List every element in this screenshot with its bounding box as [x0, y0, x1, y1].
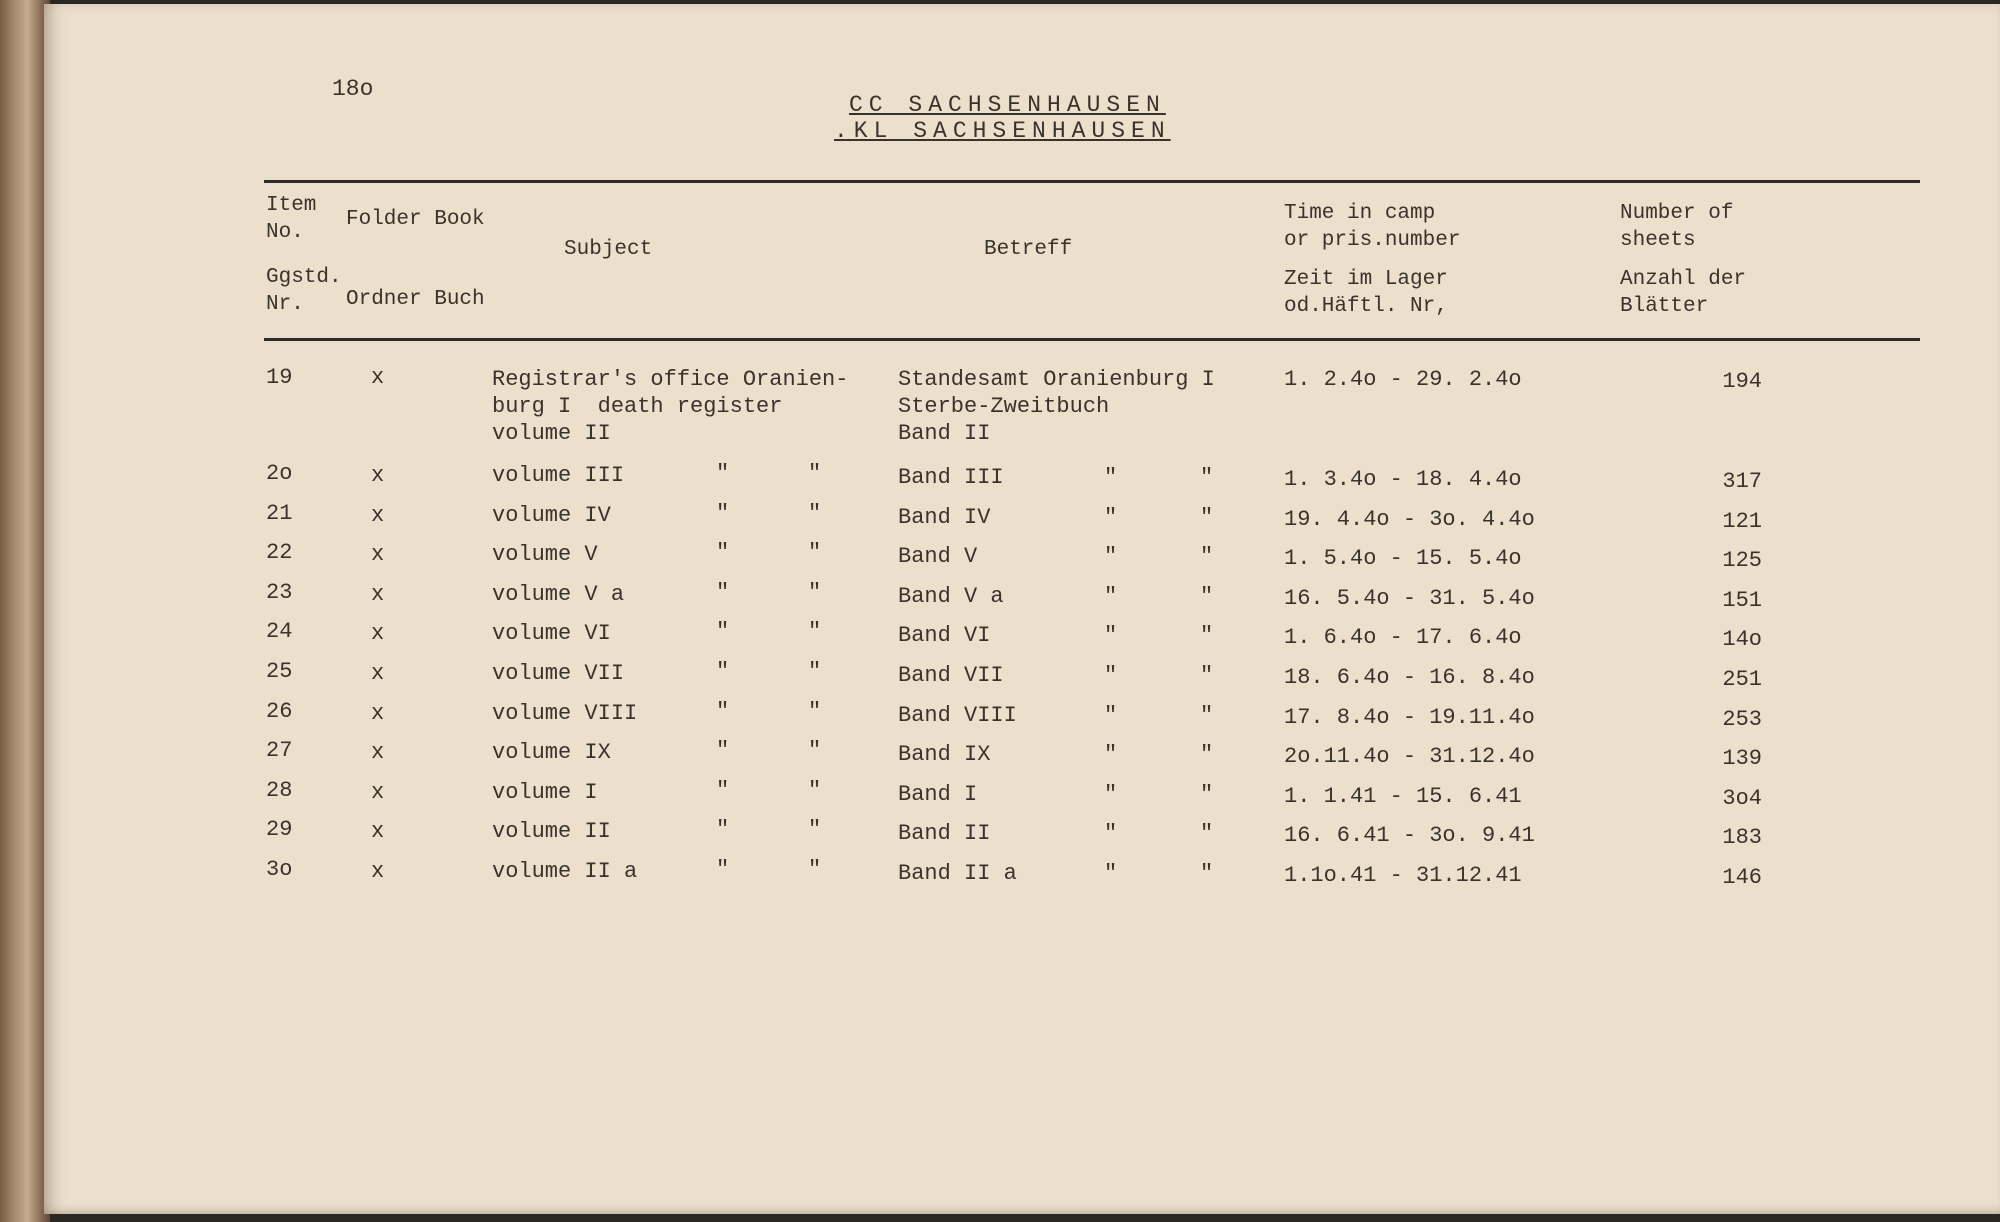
row-item-no: 27: [266, 738, 293, 763]
row-sheets: 121: [1722, 509, 1762, 534]
book-spine: [0, 0, 50, 1222]
row-folder-mark: x: [371, 819, 385, 844]
row-folder-mark: x: [371, 780, 385, 805]
ditto-mark: ": [1104, 703, 1118, 728]
row-betreff: Band VII: [898, 663, 1004, 688]
header-zeit-im-lager: Zeit im Lager od.Häftl. Nr,: [1284, 268, 1448, 318]
ditto-mark: ": [1104, 782, 1118, 807]
row-subject: volume VII: [492, 661, 625, 686]
row-item-no: 3o: [266, 857, 293, 882]
row-time: 17. 8.4o - 19.11.4o: [1284, 705, 1535, 730]
row-folder-mark: x: [371, 503, 385, 528]
header-anzahl-der-blaetter: Anzahl der Blätter: [1620, 268, 1747, 318]
ditto-mark: ": [1104, 465, 1118, 490]
row-betreff: Band II a: [898, 861, 1017, 886]
ditto-mark: ": [716, 580, 730, 605]
ditto-mark: ": [716, 817, 730, 842]
ditto-mark: ": [1104, 742, 1118, 767]
row-sheets: 151: [1722, 588, 1762, 613]
ditto-mark: ": [1200, 742, 1214, 767]
ditto-mark: ": [808, 778, 822, 803]
row-folder-mark: x: [371, 463, 385, 488]
title-german: .KL SACHSENHAUSEN: [834, 118, 1171, 144]
ditto-mark: ": [1200, 861, 1214, 886]
row-time: 1. 2.4o - 29. 2.4o: [1284, 367, 1522, 392]
ditto-mark: ": [1104, 623, 1118, 648]
header-subject: Subject: [564, 238, 653, 261]
row-sheets: 139: [1722, 746, 1762, 771]
row-item-no: 23: [266, 580, 293, 605]
row-sheets: 14o: [1722, 627, 1762, 652]
row-folder-mark: x: [371, 582, 385, 607]
row-sheets: 194: [1722, 369, 1762, 394]
ditto-mark: ": [1200, 505, 1214, 530]
row-betreff: Band IV: [898, 505, 991, 530]
row-sheets: 183: [1722, 825, 1762, 850]
row-time: 1. 6.4o - 17. 6.4o: [1284, 625, 1522, 650]
ditto-mark: ": [1104, 544, 1118, 569]
row-time: 1.1o.41 - 31.12.41: [1284, 863, 1522, 888]
row-time: 16. 5.4o - 31. 5.4o: [1284, 586, 1535, 611]
ditto-mark: ": [1200, 465, 1214, 490]
row-betreff: Band VIII: [898, 703, 1017, 728]
header-time-in-camp: Time in camp or pris.number: [1284, 202, 1461, 252]
ditto-mark: ": [716, 619, 730, 644]
row-betreff: Band IX: [898, 742, 991, 767]
ditto-mark: ": [808, 619, 822, 644]
ditto-mark: ": [716, 540, 730, 565]
ditto-mark: ": [1200, 703, 1214, 728]
ditto-mark: ": [808, 501, 822, 526]
header-item-no: Item No.: [266, 194, 317, 244]
row-subject: volume V: [492, 542, 598, 567]
row-subject: volume II a: [492, 859, 638, 884]
ditto-mark: ": [808, 659, 822, 684]
header-betreff: Betreff: [984, 238, 1073, 261]
row-sheets: 3o4: [1722, 786, 1762, 811]
document-page: [44, 4, 2000, 1214]
row-folder-mark: x: [371, 740, 385, 765]
row-folder-mark: x: [371, 859, 385, 884]
title-english: CC SACHSENHAUSEN: [849, 92, 1166, 118]
row-subject: volume IV: [492, 503, 611, 528]
page-number: 18o: [332, 76, 374, 102]
ditto-mark: ": [1104, 821, 1118, 846]
ditto-mark: ": [1200, 821, 1214, 846]
ditto-mark: ": [1104, 584, 1118, 609]
row-subject: volume VI: [492, 621, 611, 646]
row-item-no: 28: [266, 778, 293, 803]
ditto-mark: ": [1200, 663, 1214, 688]
row-betreff: Band II: [898, 821, 991, 846]
ditto-mark: ": [1104, 505, 1118, 530]
row-folder-mark: x: [371, 701, 385, 726]
row-time: 19. 4.4o - 3o. 4.4o: [1284, 507, 1535, 532]
row-sheets: 251: [1722, 667, 1762, 692]
row-folder-mark: x: [371, 365, 385, 390]
top-rule: [264, 180, 1920, 183]
row-item-no: 21: [266, 501, 293, 526]
row-subject: Registrar's office Oranien- burg I death register volume II: [492, 367, 849, 446]
header-bottom-rule: [264, 338, 1920, 341]
row-betreff: Band I: [898, 782, 978, 807]
ditto-mark: ": [716, 699, 730, 724]
ditto-mark: ": [1200, 544, 1214, 569]
row-time: 1. 3.4o - 18. 4.4o: [1284, 467, 1522, 492]
row-sheets: 253: [1722, 707, 1762, 732]
ditto-mark: ": [1104, 663, 1118, 688]
row-subject: volume V a: [492, 582, 625, 607]
ditto-mark: ": [716, 857, 730, 882]
ditto-mark: ": [808, 738, 822, 763]
row-betreff: Band III: [898, 465, 1004, 490]
ditto-mark: ": [808, 540, 822, 565]
ditto-mark: ": [1200, 782, 1214, 807]
row-folder-mark: x: [371, 661, 385, 686]
ditto-mark: ": [716, 738, 730, 763]
row-sheets: 317: [1722, 469, 1762, 494]
row-betreff: Band V a: [898, 584, 1004, 609]
row-item-no: 24: [266, 619, 293, 644]
row-time: 1. 5.4o - 15. 5.4o: [1284, 546, 1522, 571]
ditto-mark: ": [1104, 861, 1118, 886]
header-ggstd-nr: Ggstd. Nr.: [266, 266, 342, 316]
row-time: 18. 6.4o - 16. 8.4o: [1284, 665, 1535, 690]
ditto-mark: ": [808, 817, 822, 842]
ditto-mark: ": [808, 580, 822, 605]
row-folder-mark: x: [371, 542, 385, 567]
header-folder-book: Folder Book: [346, 208, 485, 231]
row-sheets: 125: [1722, 548, 1762, 573]
row-betreff: Band V: [898, 544, 978, 569]
row-subject: volume VIII: [492, 701, 638, 726]
ditto-mark: ": [716, 461, 730, 486]
ditto-mark: ": [716, 501, 730, 526]
row-time: 2o.11.4o - 31.12.4o: [1284, 744, 1535, 769]
ditto-mark: ": [716, 659, 730, 684]
row-item-no: 26: [266, 699, 293, 724]
row-subject: volume IX: [492, 740, 611, 765]
row-item-no: 25: [266, 659, 293, 684]
row-item-no: 22: [266, 540, 293, 565]
ditto-mark: ": [808, 699, 822, 724]
row-folder-mark: x: [371, 621, 385, 646]
row-item-no: 29: [266, 817, 293, 842]
ditto-mark: ": [808, 461, 822, 486]
row-subject: volume III: [492, 463, 625, 488]
row-item-no: 2o: [266, 461, 293, 486]
row-subject: volume II: [492, 819, 611, 844]
ditto-mark: ": [1200, 623, 1214, 648]
row-time: 16. 6.41 - 3o. 9.41: [1284, 823, 1535, 848]
ditto-mark: ": [1200, 584, 1214, 609]
header-number-of-sheets: Number of sheets: [1620, 202, 1734, 252]
header-ordner-buch: Ordner Buch: [346, 288, 485, 311]
row-subject: volume I: [492, 780, 598, 805]
row-betreff: Standesamt Oranienburg I Sterbe-Zweitbuch Band II: [898, 367, 1215, 446]
row-sheets: 146: [1722, 865, 1762, 890]
ditto-mark: ": [808, 857, 822, 882]
row-item-no: 19: [266, 365, 293, 390]
ditto-mark: ": [716, 778, 730, 803]
row-betreff: Band VI: [898, 623, 991, 648]
row-time: 1. 1.41 - 15. 6.41: [1284, 784, 1522, 809]
